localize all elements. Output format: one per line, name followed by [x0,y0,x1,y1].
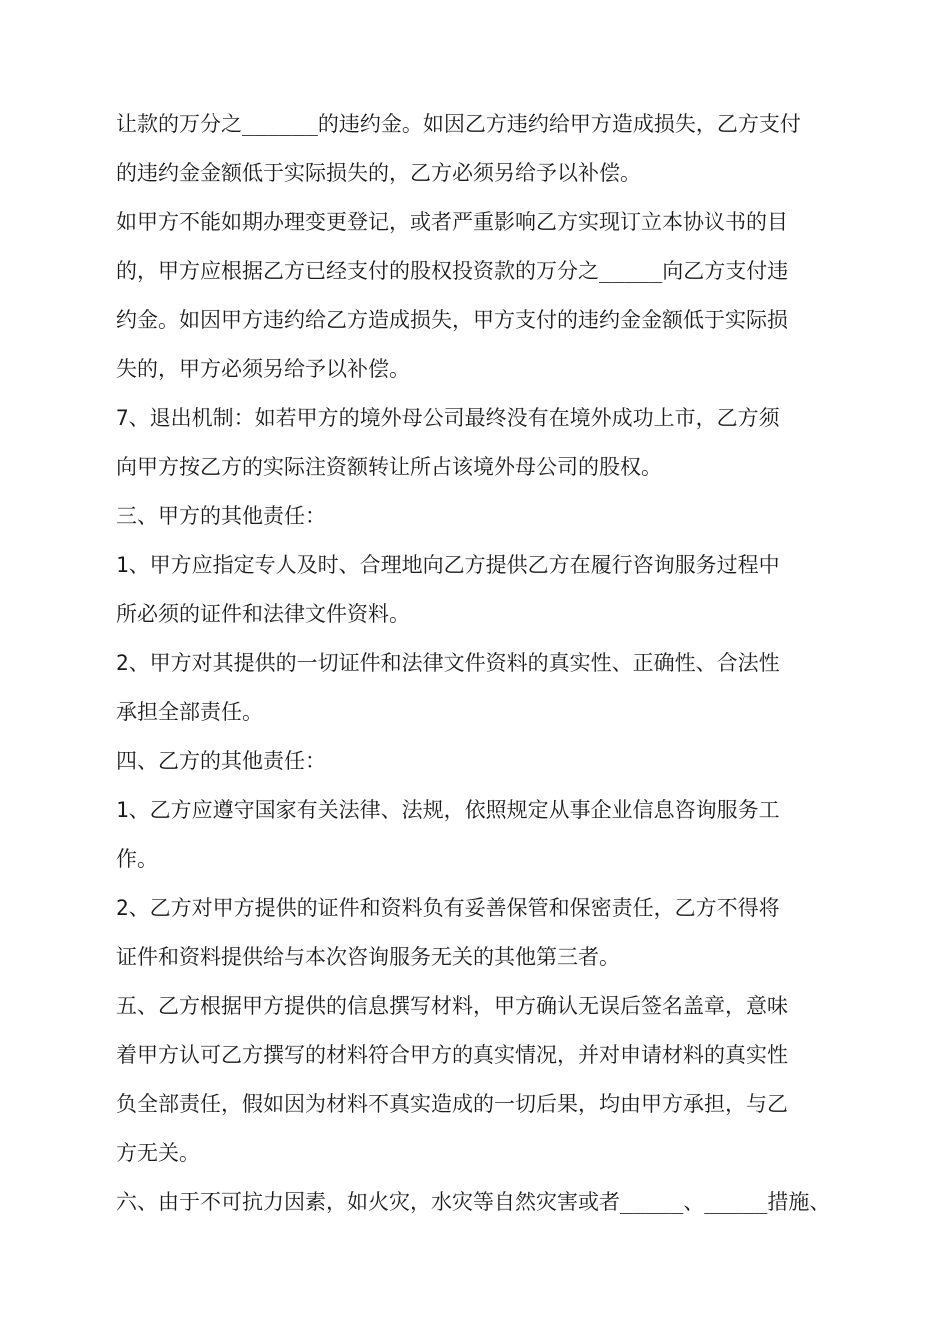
text-line: 负全部责任，假如因为材料不真实造成的一切后果，均由甲方承担，与乙 [116,1092,788,1116]
text-line: 着甲方认可乙方撰写的材料符合甲方的真实情况，并对申请材料的真实性 [116,1043,788,1067]
document-body [116,100,846,1227]
text-line: 约金。如因甲方违约给乙方造成损失，甲方支付的违约金金额低于实际损 [116,308,788,332]
text-line: 所必须的证件和法律文件资料。 [116,602,410,626]
text-line: 作。 [116,847,158,871]
text-line: 的，甲方应根据乙方已经支付的股权投资款的万分之_____向乙方支付违 [116,259,789,283]
text-line: 承担全部责任。 [116,700,263,724]
text-line: 方无关。 [116,1141,200,1165]
text-line: 五、乙方根据甲方提供的信息撰写材料，甲方确认无误后签名盖章，意味 [116,994,788,1018]
text-line: 1、甲方应指定专人及时、合理地向乙方提供乙方在履行咨询服务过程中 [116,553,780,577]
text-line: 7、退出机制：如若甲方的境外母公司最终没有在境外成功上市，乙方须 [116,406,780,430]
text-line: 向甲方按乙方的实际注资额转让所占该境外母公司的股权。 [116,455,662,479]
text-line: 的违约金金额低于实际损失的，乙方必须另给予以补偿。 [116,161,641,185]
text-line: 失的，甲方必须另给予以补偿。 [116,357,410,381]
text-line: 证件和资料提供给与本次咨询服务无关的其他第三者。 [116,945,620,969]
section-heading: 三、甲方的其他责任： [116,504,326,528]
text-line: 如甲方不能如期办理变更登记，或者严重影响乙方实现订立本协议书的目 [116,210,788,234]
text-line: 2、乙方对甲方提供的证件和资料负有妥善保管和保密责任，乙方不得将 [116,896,780,920]
text-line: 1、乙方应遵守国家有关法律、法规，依照规定从事企业信息咨询服务工 [116,798,780,822]
text-line: 六、由于不可抗力因素，如火灾，水灾等自然灾害或者_____、_____措施、 [116,1190,831,1214]
text-line: 让款的万分之______的违约金。如因乙方违约给甲方造成损失，乙方支付 [116,112,801,136]
section-heading: 四、乙方的其他责任： [116,749,326,773]
text-line: 2、甲方对其提供的一切证件和法律文件资料的真实性、正确性、合法性 [116,651,780,675]
